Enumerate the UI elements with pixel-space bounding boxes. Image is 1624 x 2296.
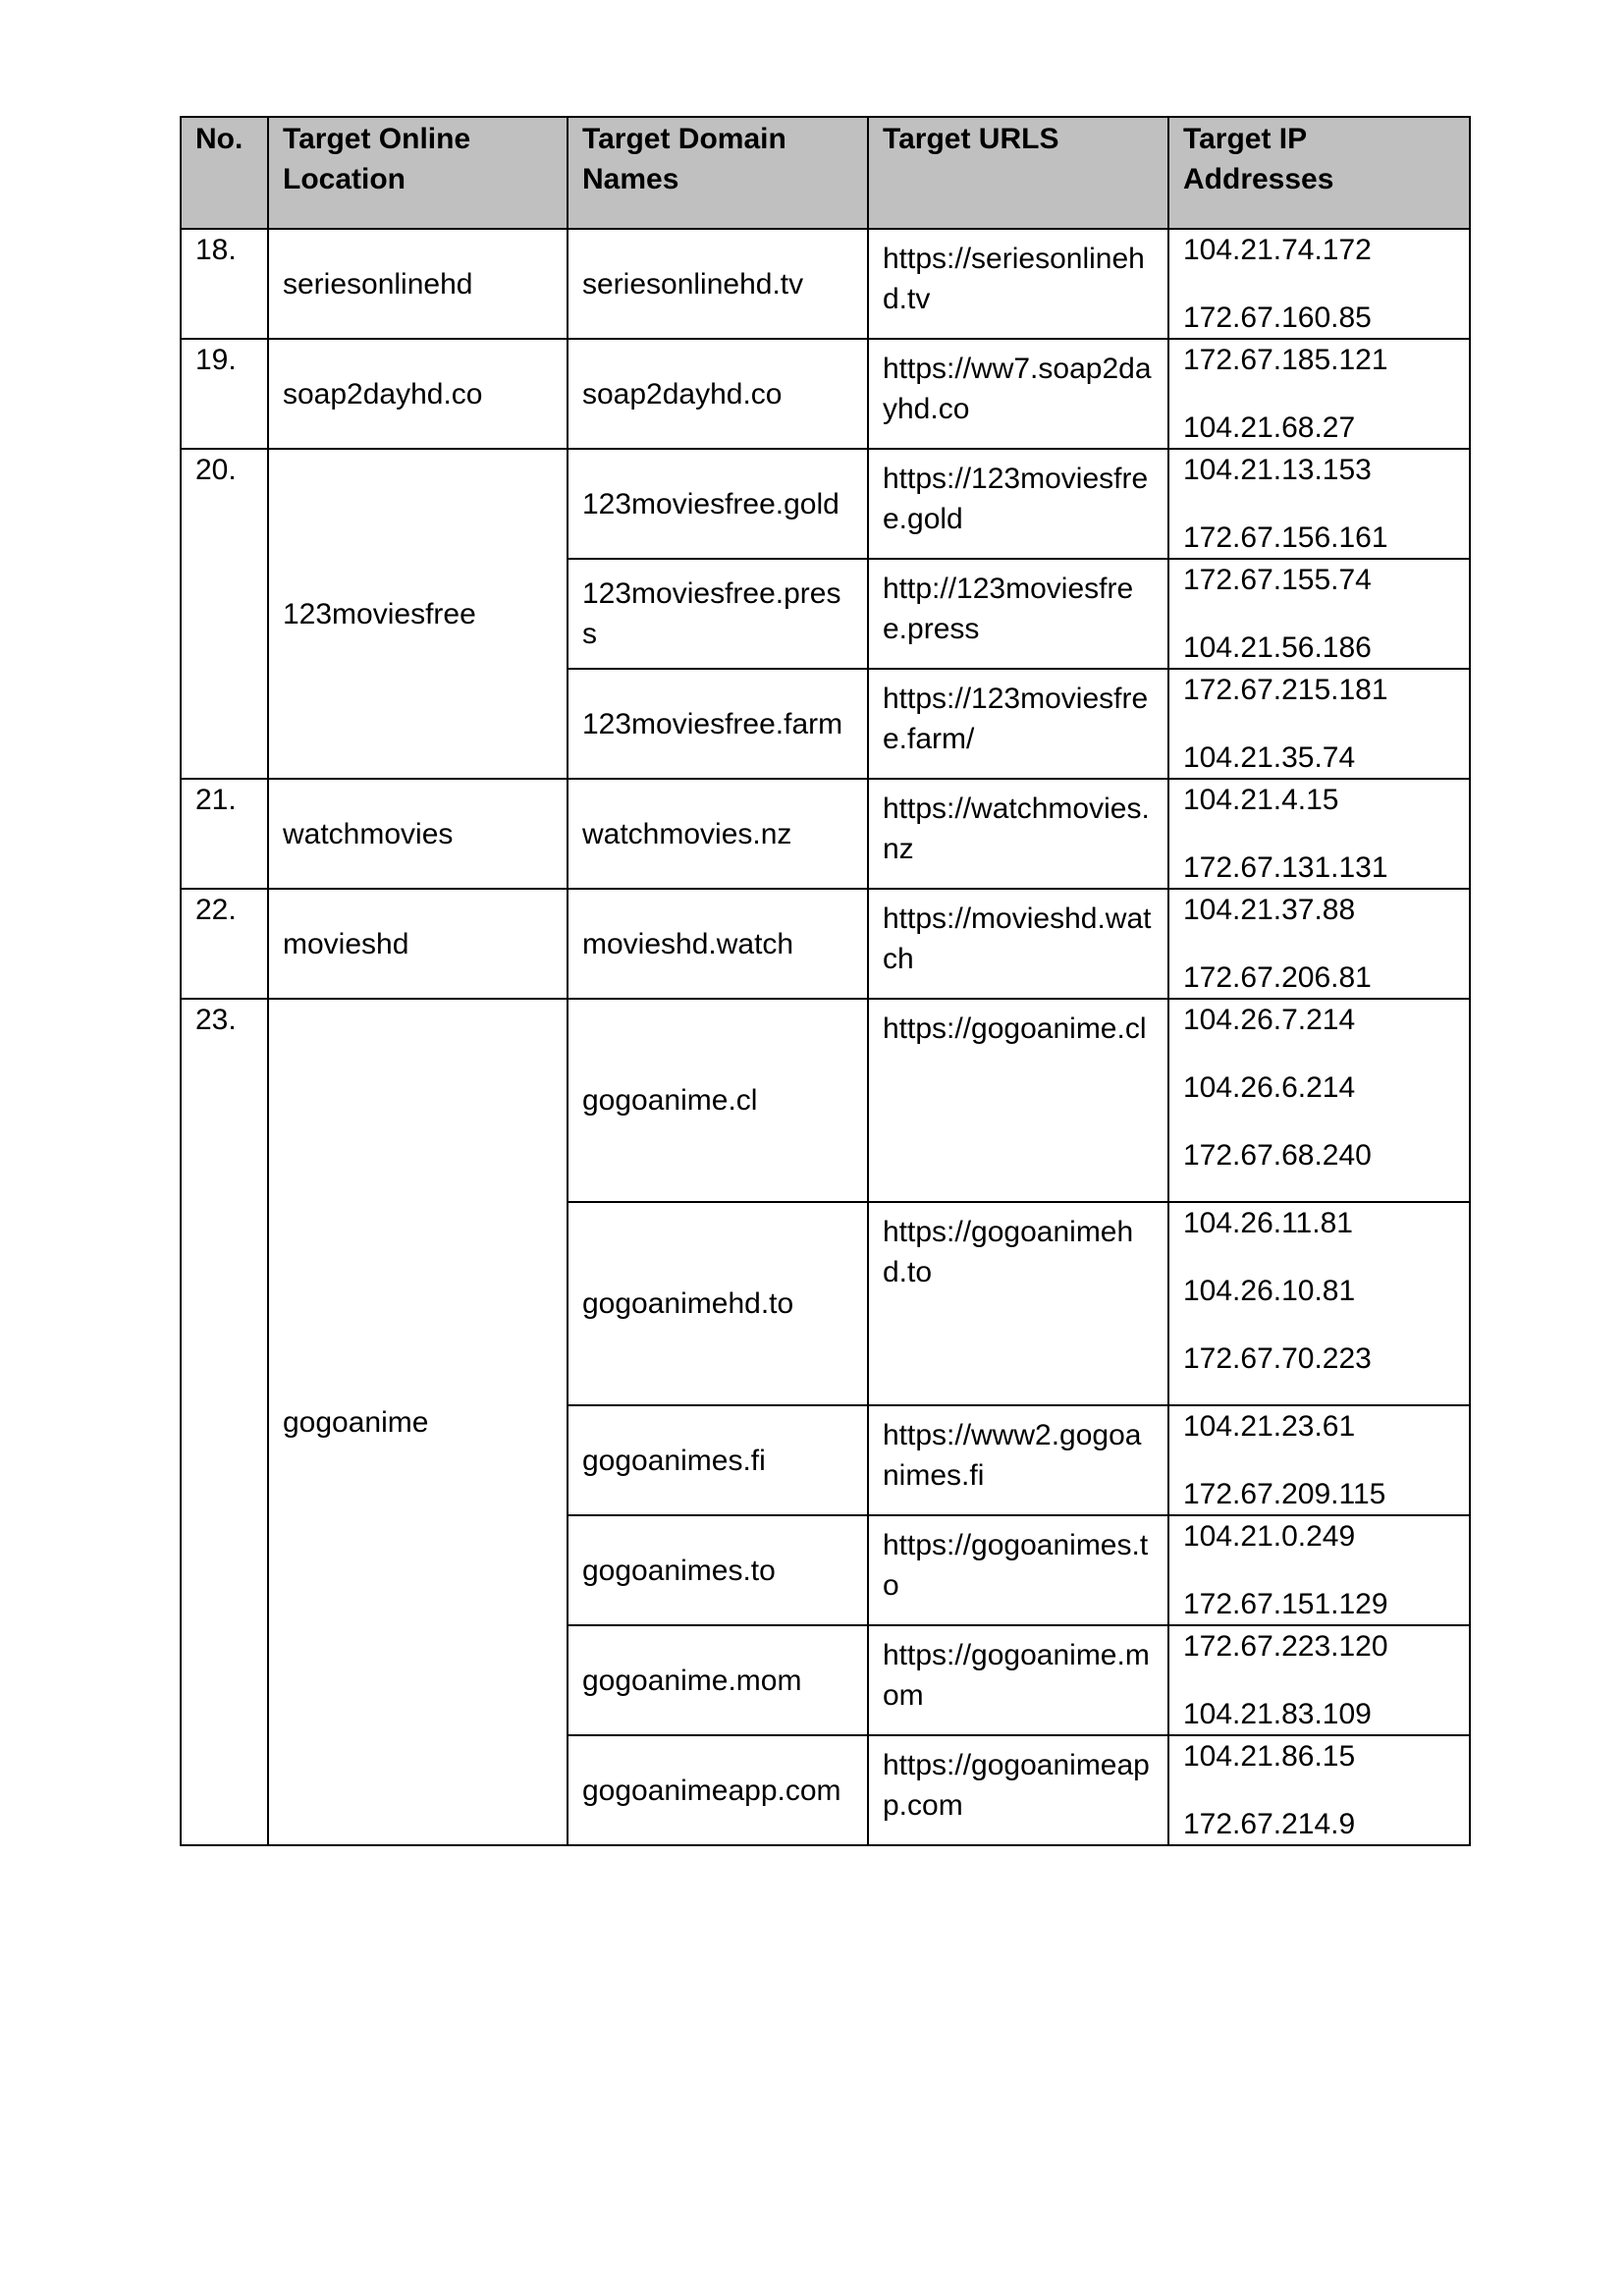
table-row [181, 339, 1470, 449]
target-url: https://gogoanimeapp.com [868, 1735, 1168, 1845]
row-number: 18. [181, 229, 268, 339]
target-sites-table [180, 116, 1471, 1846]
ip-address: 172.67.151.129 [1183, 1588, 1388, 1620]
ip-address: 172.67.70.223 [1183, 1342, 1372, 1375]
target-online-location: gogoanime [268, 999, 568, 1845]
target-ip-addresses [1168, 669, 1470, 779]
ip-address: 172.67.214.9 [1183, 1808, 1356, 1840]
target-ip-addresses [1168, 339, 1470, 449]
target-url: https://123moviesfree.gold [868, 449, 1168, 559]
header-target-domain-names: Target Domain Names [568, 117, 868, 229]
target-url: https://123moviesfree.farm/ [868, 669, 1168, 779]
target-url: https://gogoanimehd.to [868, 1202, 1168, 1405]
target-domain-name: gogoanimehd.to [568, 1202, 868, 1405]
ip-address: 172.67.68.240 [1183, 1139, 1372, 1172]
target-ip-addresses [1168, 889, 1470, 999]
ip-address: 172.67.185.121 [1183, 344, 1388, 376]
ip-address: 172.67.155.74 [1183, 564, 1372, 596]
target-domain-name: 123moviesfree.farm [568, 669, 868, 779]
target-url: https://gogoanimes.to [868, 1515, 1168, 1625]
target-ip-addresses [1168, 449, 1470, 559]
table-row [181, 889, 1470, 999]
target-url: https://movieshd.watch [868, 889, 1168, 999]
ip-address: 104.21.4.15 [1183, 784, 1339, 816]
ip-address: 104.21.83.109 [1183, 1698, 1372, 1730]
target-url: https://www2.gogoanimes.fi [868, 1405, 1168, 1515]
table-body [181, 229, 1470, 1845]
target-ip-addresses [1168, 1405, 1470, 1515]
target-url: https://seriesonlinehd.tv [868, 229, 1168, 339]
target-domain-name: seriesonlinehd.tv [568, 229, 868, 339]
target-domain-name: 123moviesfree.gold [568, 449, 868, 559]
ip-address: 104.21.0.249 [1183, 1520, 1356, 1553]
target-domain-name: gogoanimeapp.com [568, 1735, 868, 1845]
ip-address: 104.26.6.214 [1183, 1071, 1356, 1104]
target-domain-name: gogoanime.mom [568, 1625, 868, 1735]
target-online-location: 123moviesfree [268, 449, 568, 779]
target-online-location: seriesonlinehd [268, 229, 568, 339]
header-target-online-location: Target Online Location [268, 117, 568, 229]
target-online-location: soap2dayhd.co [268, 339, 568, 449]
ip-address: 172.67.215.181 [1183, 674, 1388, 706]
table-row [181, 999, 1470, 1202]
target-url: https://gogoanime.cl [868, 999, 1168, 1202]
table-row [181, 779, 1470, 889]
ip-address: 172.67.131.131 [1183, 851, 1388, 884]
ip-address: 104.21.35.74 [1183, 741, 1356, 774]
target-url: http://123moviesfree.press [868, 559, 1168, 669]
row-number: 22. [181, 889, 268, 999]
target-domain-name: gogoanime.cl [568, 999, 868, 1202]
table-row [181, 449, 1470, 559]
ip-address: 172.67.160.85 [1183, 301, 1372, 334]
ip-address: 104.26.11.81 [1183, 1207, 1353, 1239]
row-number: 21. [181, 779, 268, 889]
target-domain-name: 123moviesfree.press [568, 559, 868, 669]
ip-address: 172.67.156.161 [1183, 521, 1388, 554]
ip-address: 172.67.223.120 [1183, 1630, 1388, 1663]
target-url: https://gogoanime.mom [868, 1625, 1168, 1735]
ip-address: 172.67.206.81 [1183, 961, 1372, 994]
ip-address: 104.21.23.61 [1183, 1410, 1356, 1443]
target-domain-name: watchmovies.nz [568, 779, 868, 889]
ip-address: 104.21.56.186 [1183, 631, 1372, 664]
table-header [181, 117, 1470, 229]
row-number: 20. [181, 449, 268, 779]
target-ip-addresses [1168, 1202, 1470, 1405]
header-target-ip-addresses: Target IP Addresses [1168, 117, 1470, 229]
target-online-location: movieshd [268, 889, 568, 999]
target-ip-addresses [1168, 1625, 1470, 1735]
target-ip-addresses [1168, 559, 1470, 669]
ip-address: 172.67.209.115 [1183, 1478, 1386, 1510]
target-ip-addresses [1168, 999, 1470, 1202]
target-ip-addresses [1168, 1735, 1470, 1845]
table-row [181, 229, 1470, 339]
header-no: No. [181, 117, 268, 229]
row-number: 19. [181, 339, 268, 449]
row-number: 23. [181, 999, 268, 1845]
ip-address: 104.21.74.172 [1183, 234, 1372, 266]
target-ip-addresses [1168, 779, 1470, 889]
target-domain-name: gogoanimes.fi [568, 1405, 868, 1515]
header-row [181, 117, 1470, 229]
ip-address: 104.21.37.88 [1183, 894, 1356, 926]
ip-address: 104.21.13.153 [1183, 454, 1372, 486]
target-url: https://ww7.soap2dayhd.co [868, 339, 1168, 449]
target-domain-name: movieshd.watch [568, 889, 868, 999]
ip-address: 104.26.10.81 [1183, 1275, 1356, 1307]
target-domain-name: gogoanimes.to [568, 1515, 868, 1625]
header-target-urls: Target URLS [868, 117, 1168, 229]
target-url: https://watchmovies.nz [868, 779, 1168, 889]
target-ip-addresses [1168, 229, 1470, 339]
ip-address: 104.26.7.214 [1183, 1004, 1356, 1036]
target-online-location: watchmovies [268, 779, 568, 889]
target-ip-addresses [1168, 1515, 1470, 1625]
ip-address: 104.21.68.27 [1183, 411, 1356, 444]
ip-address: 104.21.86.15 [1183, 1740, 1356, 1773]
target-domain-name: soap2dayhd.co [568, 339, 868, 449]
